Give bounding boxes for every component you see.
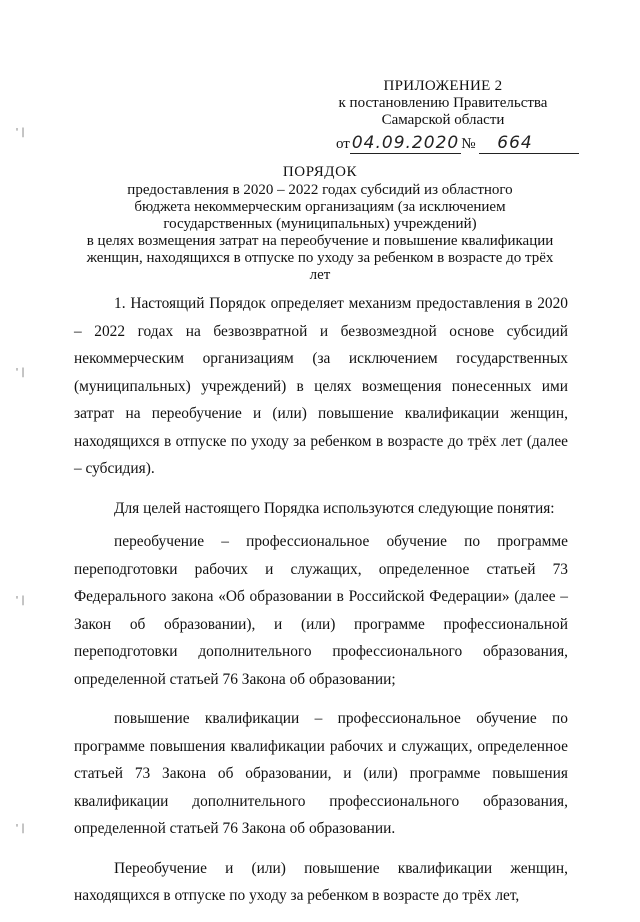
heading-line: в целях возмещения затрат на переобучение и повышение квалификации [86, 233, 554, 249]
heading-line: лет [309, 267, 331, 283]
binding-mark: '| [14, 595, 27, 606]
date-prefix: от [336, 136, 350, 152]
handwritten-date: 04.09.2020 [351, 133, 460, 153]
paragraph: 1. Настоящий Порядок определяет механизм предоставления в 2020 – 2022 годах на безвозвратной и безвозмездной основе субсидий некоммерческим организациям (за исключением государственных (муниципальных) учреждений) в целях возмещения понесенных ими затрат на переобучение и (или) повышение квалификации женщин, находящихся в отпуске по уходу за ребенком в возрасте до трёх лет (далее – субсидия). [74, 295, 568, 477]
heading-line: предоставления в 2020 – 2022 годах субсидий из областного [127, 182, 513, 198]
appendix-line: к постановлению Правительства [338, 95, 548, 111]
binding-mark: '| [14, 367, 27, 378]
heading-title: ПОРЯДОК [282, 164, 358, 180]
heading-line: бюджета некоммерческим организациям (за исключением [134, 199, 506, 215]
decree-date-number [336, 135, 579, 154]
heading-line: женщин, находящихся в отпуске по уходу за ребенком в возрасте до трёх [86, 250, 554, 266]
binding-mark: '| [14, 823, 27, 834]
handwritten-number: 664 [497, 133, 533, 153]
binding-mark: '| [14, 127, 27, 138]
paragraph: Для целей настоящего Порядка используются следующие понятия: [114, 499, 555, 517]
number-prefix: № [461, 136, 476, 152]
document-body [74, 290, 568, 922]
paragraph: Переобучение и (или) повышение квалификации женщин, находящихся в отпуске по уходу за ребенком в возрасте до трёх лет, [74, 859, 568, 904]
appendix-title: ПРИЛОЖЕНИЕ 2 [383, 78, 503, 94]
paragraph: повышение квалификации – профессиональное обучение по программе повышения квалификации рабочих и служащих, определенное статьей 73 Закона об образовании, и (или) программе повышения квалификации дополнительного профессионального образования, определенной статьей 76 Закона об образовании. [74, 710, 568, 837]
appendix-line: Самарской области [381, 112, 505, 128]
document-heading [60, 164, 580, 284]
heading-line: государственных (муниципальных) учреждений) [163, 216, 477, 232]
paragraph: переобучение – профессиональное обучение по программе переподготовки рабочих и служащих, определенное статьей 73 Федерального закона «Об образовании в Российской Федерации» (далее – Закон об образовании), и (или) программе профессиональной переподготовки дополнительного профессионального образования, определенной статьей 76 Закона об образовании; [74, 533, 568, 688]
appendix-block [333, 78, 553, 129]
